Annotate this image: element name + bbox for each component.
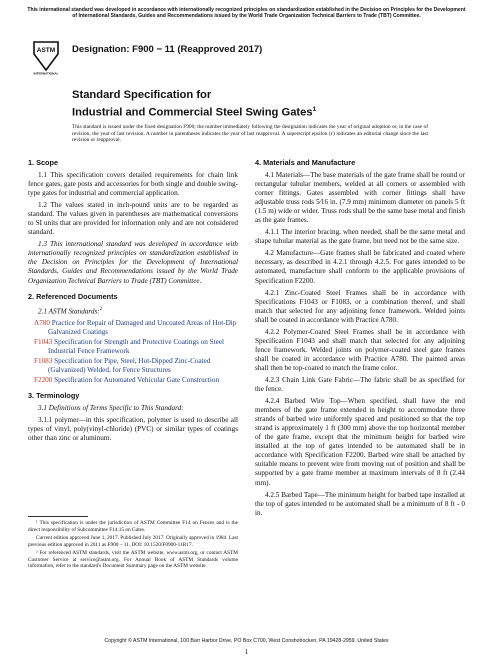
reference-item[interactable] <box>34 376 238 385</box>
right-column <box>255 158 465 521</box>
footnote-1b: Current edition approved June 1, 2017. Published July 2017. Originally approved in 1984. Last previous edition approved in 2011 as F900 – 11. DOI: 10.1520/F0900-11R17. <box>28 535 238 548</box>
reference-title[interactable]: Specification for Pipe, Steel, Hot-Dipped Zinc-Coated (Galvanized) Welded, for Fence Structures <box>48 357 211 375</box>
paragraph-1-1: 1.1 This specification covers detailed requirements for chain link fence gates, gate posts and accessories for both single and double swing-type gates for industrial and commercial application. <box>28 171 238 198</box>
svg-text:ASTM: ASTM <box>36 47 56 54</box>
title-main: Industrial and Commercial Steel Swing Gates <box>72 106 313 119</box>
astm-logo <box>32 40 60 76</box>
title-footnote-mark: 1 <box>312 105 317 113</box>
title-line-1: Standard Specification for <box>72 89 212 101</box>
reference-code[interactable]: F2200 <box>34 376 53 385</box>
section-heading-materials: 4. Materials and Manufacture <box>255 158 356 167</box>
footnote-2: ² For referenced ASTM standards, visit the ASTM website, www.astm.org, or contact ASTM Customer Service at service@astm.org. For Annual Book of ASTM Standards volume information, refer to the standard's Document Summary page on the ASTM website. <box>28 550 238 569</box>
document-title <box>72 89 452 120</box>
reference-title[interactable]: Practice for Repair of Damaged and Uncoated Areas of Hot-Dip Galvanized Coatings <box>48 319 237 337</box>
paragraph-4-1-1: 4.1.1 The interior bracing, when needed, shall be the same metal and shape tubular material as the gate frame, but need not be the same size. <box>255 228 465 246</box>
issue-note: This standard is issued under the fixed designation F900; the number immediately following the designation indicates the year of original adoption or, in the case of revision, the year of last revision. A number in parentheses indicates the year of last reapproval. A superscript epsilon (ε) indicates an editorial change since the last revision or reapproval. <box>72 124 428 144</box>
page-number: 1 <box>244 648 249 656</box>
paragraph-1-2: 1.2 The values stated in inch-pound units are to be regarded as standard. The values given in parentheses are mathematical conversions to SI units that are provided for information only and are not considered standard. <box>28 201 238 237</box>
section-heading-references: 2. Referenced Documents <box>28 291 118 301</box>
copyright-line: Copyright © ASTM International, 100 Barr Harbor Drive, PO Box C700, West Conshohocken, PA 19428-2959. United States <box>104 638 389 644</box>
paragraph-3-1: 3.1 Definitions of Terms Specific to This Standard: <box>38 404 184 413</box>
left-column <box>28 158 238 447</box>
reference-code[interactable]: A780 <box>34 319 50 327</box>
paragraph-3-1-1: 3.1.1 polymer—in this specification, polymer is used to describe all types of vinyl, poly(vinyl-chloride) (PVC) or similar types of coatings other than zinc or aluminum. <box>28 416 238 443</box>
paragraph-4-1: 4.1 Materials—The base materials of the gate frame shall be round or rectangular tubular members, welded at all corners or assembled with corner fittings. Gates assembled with corner fittings shall have adjustable truss rods 5⁄16 in. (7.9 mm) minimum diameter on panels 5 ft (1.5 m) wide or wider. Truss rods shall be the same base metal and finish as the gate frames. <box>255 171 465 225</box>
section-heading-terminology: 3. Terminology <box>28 391 80 401</box>
reference-item[interactable] <box>34 338 238 356</box>
paragraph-4-2-4: 4.2.4 Barbed Wire Top—When specified, shall have the end members of the gate frame extended in height to accommodate three strands of barbed wire uniformly spaced and positioned so that the top strand is approximately 1 ft (300 mm) above the top horizontal member of the gate frame, except that the minimum height for barbed wire installed at the top of gates intended to be automated shall be in accordance with Specification F2200. Barbed wire shall be attached by suitable means to prevent wire from moving out of position and shall be supported by a gate frame member at maximum intervals of 8 ft (2.44 mm). <box>255 397 465 487</box>
paragraph-4-2-1: 4.2.1 Zinc-Coated Steel Frames shall be in accordance with Specifications F1043 or F1083, or a combination thereof, and shall match that selected for any adjoining fence framework. Welded joints shall be coated in accordance with Practice A780. <box>255 288 465 324</box>
reference-title[interactable]: Specification for Strength and Protective Coatings on Steel Industrial Fence Framework <box>48 338 225 356</box>
paragraph-4-2: 4.2 Manufacture—Gate frames shall be fabricated and coated where necessary, as described in 4.2.1 through 4.2.5. For gates intended to be automated, manufacture shall conform to the applicable provisions of Specification F2200. <box>255 249 465 285</box>
paragraph-4-2-2: 4.2.2 Polymer-Coated Steel Frames shall be in accordance with Specification F1043 and shall match that selected for any adjoining fence framework. Welded joints on polymer-coated steel gate frames shall be coated in accordance with Practice A780. The painted areas shall then be top-coated to match the frame color. <box>255 327 465 372</box>
svg-text:INTERNATIONAL: INTERNATIONAL <box>33 71 59 76</box>
paragraph-1-3: 1.3 This international standard was developed in accordance with internationally recognized principles on standardization established in the Decision on Principles for the Development of International Standards, Guides and Recommendations issued by the World Trade Organization Technical Barriers to Trade (TBT) Committee. <box>28 240 238 285</box>
section-heading-scope: 1. Scope <box>28 158 59 167</box>
footnote-mark-2: 2 <box>99 306 103 312</box>
reference-title[interactable]: Specification for Automated Vehicular Gate Construction <box>54 376 220 385</box>
standard-notice: This international standard was developed in accordance with internationally recognized principles on standardization established in the Decision on Principles for the Development of International Standards, Guides and Recommendations issued by the World Trade Organization Technical Barriers to Trade (TBT) Committee. <box>27 7 466 20</box>
paragraph-4-2-3: 4.2.3 Chain Link Gate Fabric—The fabric shall be as specified for the fence. <box>255 375 465 394</box>
paragraph-4-2-5: 4.2.5 Barbed Tape—The minimum height for barbed tape installed at the top of gates intended to be automated shall be a minimum of 8 ft - 0 in. <box>255 490 465 517</box>
reference-item[interactable] <box>34 357 238 375</box>
footnote-divider <box>28 516 88 517</box>
reference-code[interactable]: F1083 <box>34 357 53 366</box>
footnotes <box>28 520 238 572</box>
astm-standards-label: 2.1 ASTM Standards: <box>38 306 100 315</box>
reference-code[interactable]: F1043 <box>34 338 53 347</box>
footnote-1a: ¹ This specification is under the jurisdiction of ASTM Committee F14 on Fences and is the direct responsibility of Subcommittee F14.15 on Gates. <box>28 520 238 533</box>
paragraph-2-1 <box>28 305 238 316</box>
reference-list <box>28 319 238 385</box>
title-line-2 <box>72 103 452 120</box>
reference-item[interactable] <box>34 319 238 337</box>
designation: Designation: F900 − 11 (Reapproved 2017) <box>72 44 263 55</box>
